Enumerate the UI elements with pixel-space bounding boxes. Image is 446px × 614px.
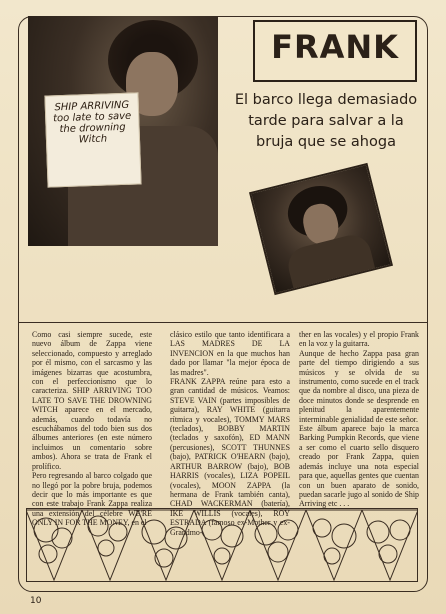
secondary-photo: [246, 170, 386, 290]
article-column-3: ther en las vocales) y el propio Frank en la voz y la guitarra. Aunque de hecho Zappa pasa gran parte del tiempo dirigiendo a sus músicos y se olvida de su instrumento, como sucede en el track que da nombre al disco, una pieza de doce minutos donde se desprende en plenitud la aparentemente interminable genialidad de este señor. Este álbum aparece bajo la marca Barking Pumpkin Records, que viene a ser como el cuarto sello disquero creado por Frank Zappa, quien además incluye una nota especial para que, aquellas gentes que cuentan con un buen aparato de sonido, puedan sacarle jugo al sonido de Ship Arriving etc . . .: [299, 330, 419, 509]
section-divider: [18, 322, 428, 323]
frank-zappa-photo: [28, 16, 218, 246]
sign-line: the drowning: [59, 121, 126, 136]
sign-line: SHIP ARRIVING: [54, 99, 130, 114]
decorative-pattern: [26, 508, 418, 582]
handwritten-sign: [44, 92, 141, 187]
article-subtitle: El barco llega demasiado tarde para salvar a la bruja que se ahoga: [234, 92, 418, 150]
sign-line: too late to save: [52, 110, 132, 125]
article-column-1: Como casi siempre sucede, este nuevo álbum de Zappa viene seleccionado, compuesto y arreglado por él mismo, con el sarcasmo y las imágenes bizarras que acostumbra, con el perfeccionismo que lo caracteriza. SHIP ARRIVING TOO LATE TO SAVE THE DROWNING WITCH aparece en el mercado, además, cuando todavía no escuchábamos del todo bien sus dos álbumes anteriores (en este número incluimos un comentario sobre ambos). Ahora se trata de Frank el prolífico. Pero regresando al barco colgado que no llegó por la pobre bruja, podemos decir que lo más importante es que con este trabajo Frank Zappa realiza una extensión del célebre WE'RE ONLY IN FOR THE MONEY, en el: [32, 330, 152, 528]
article-column-2: clásico estilo que tanto identificara a LAS MADRES DE LA INVENCION en la que muchos han dado por llamar "la mejor época de las madres". FRANK ZAPPA reúne para esto a gran cantidad de músicos. Veamos: STEVE VAIN (partes imposibles de guitarra), RAY WHITE (guitarra rítmica y vocales), TOMMY MARS (teclados), BOBBY MARTIN (teclados y saxofón), ED MANN (percusiones), SCOTT THUNNES (bajo), PATRICK O'HEARN (bajo), ARTHUR BARROW (bajo), BOB HARRIS (vocales), LIZA POPEIL (vocales), MOON ZAPPA (la hermana de Frank también canta), CHAD WACKERMAN (batería), IKE WILLIS (vocales), ROY ESTRADA (famoso ex-Mother y ex-Grandmo-: [170, 330, 290, 537]
page-number: 10: [30, 596, 42, 606]
title-box: [253, 20, 417, 82]
sign-line: Witch: [78, 133, 108, 146]
page-title: FRANK: [271, 28, 399, 66]
